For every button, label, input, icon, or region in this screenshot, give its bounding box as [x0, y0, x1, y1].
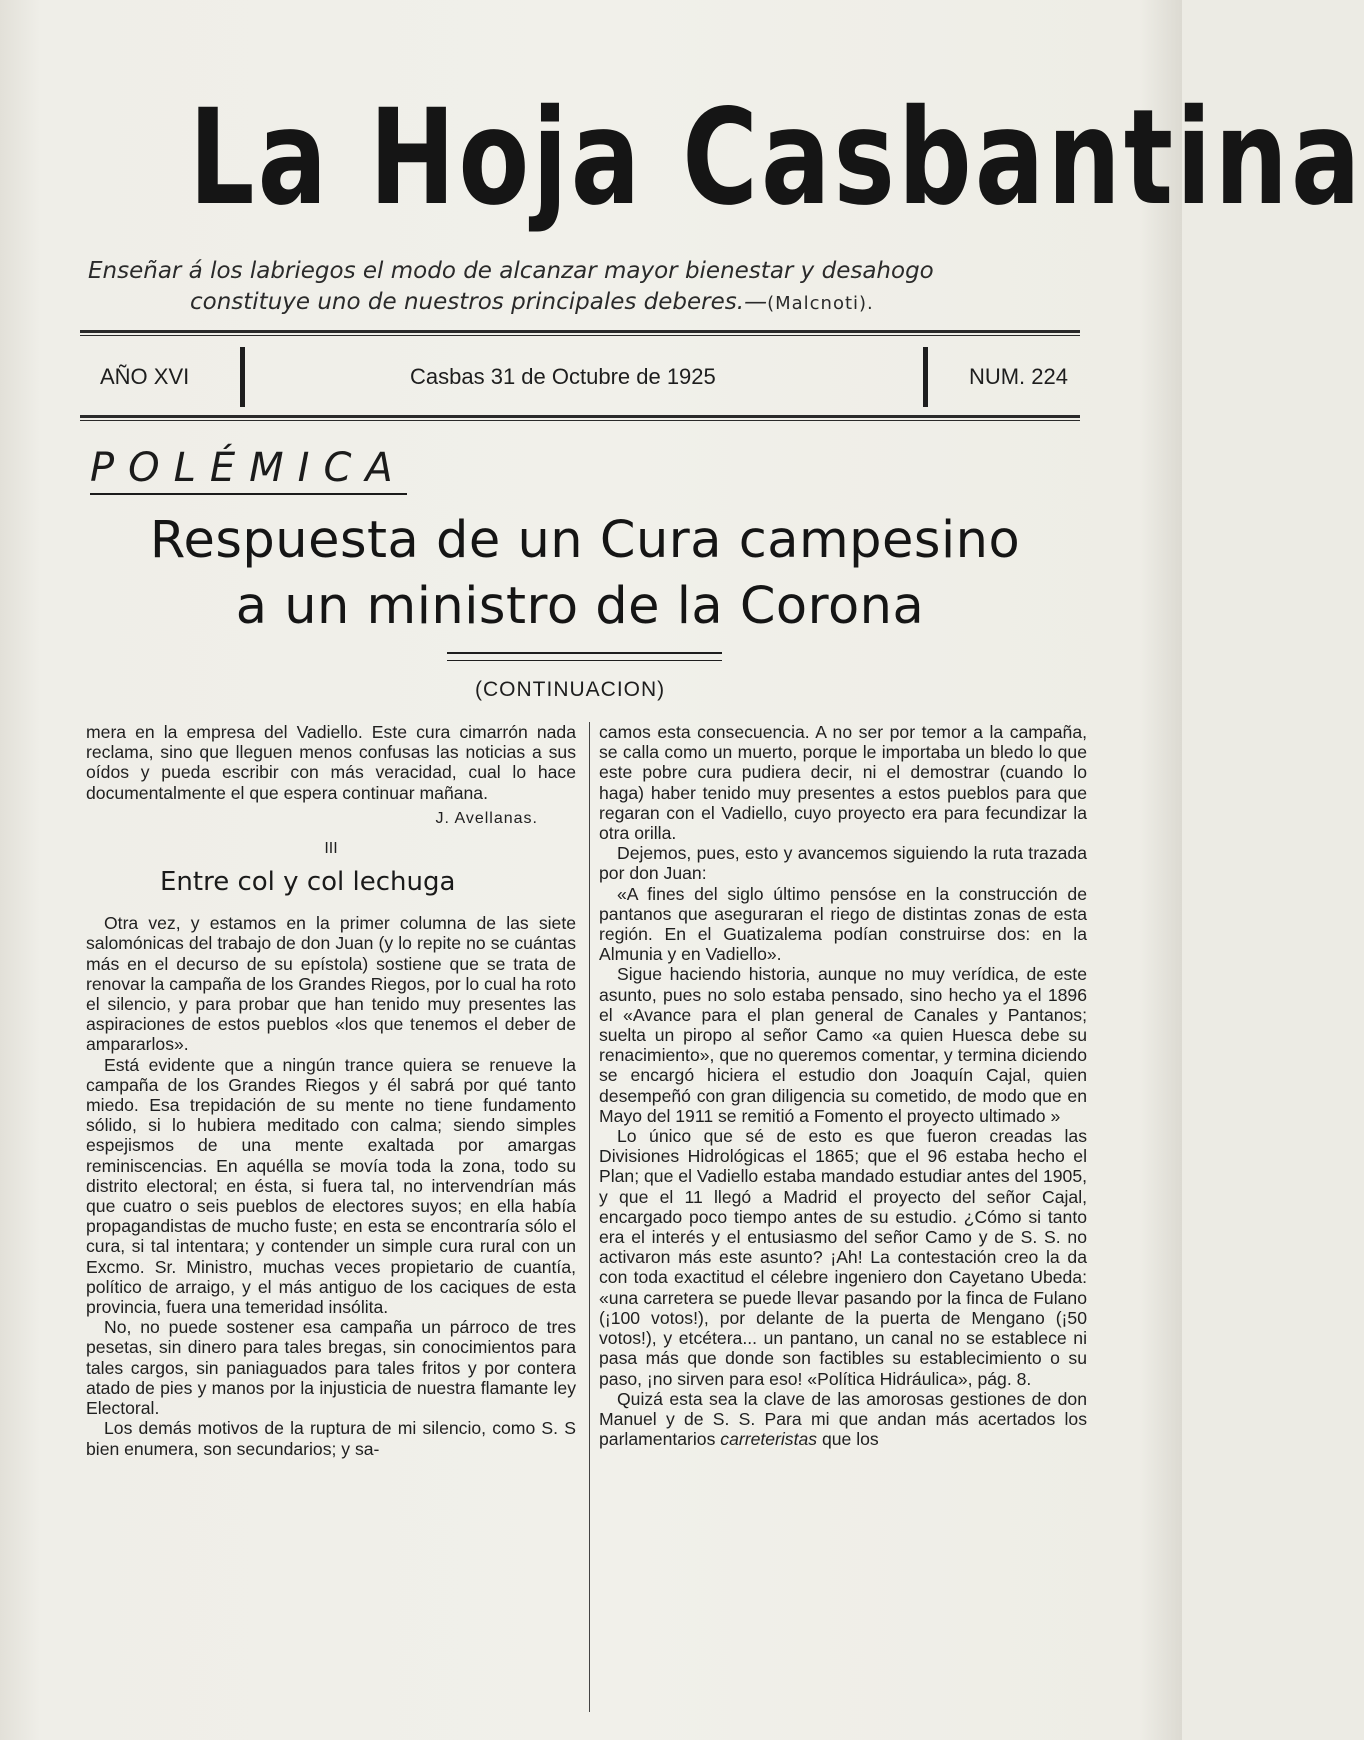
emphasis-text: carreteristas	[720, 1429, 818, 1450]
motto-line-2	[80, 287, 1080, 319]
top-rule-thin	[80, 335, 1080, 336]
paragraph: Está evidente que a ningún trance quiera se renueve la campaña de los Grandes Riegos y él sabrá por qué tanto miedo. Esa trepidación de su mente no tiene fundamento sólido, si lo hubiera meditado con calma; siendo simples espejismos de una mente exaltada por amargas reminiscencias. En aquélla se movía toda la zona, todo su distrito electoral; en ésta, si fuera tal, no intervendrían más que cuatro o seis pueblos de electores suyos; en ella había propagandistas de mucho fuste; en esta se encontraría sólo el cura, si tal intentara; y contender un simple cura rural con un Excmo. Sr. Ministro, muchas veces propietario de cuantía, político de arraigo, y el más antiguo de los caciques de esta provincia, fuera una temeridad insólita.	[86, 1054, 576, 1318]
left-column	[86, 722, 576, 1459]
headline-line-2: a un ministro de la Corona	[235, 577, 925, 636]
paragraph: mera en la empresa del Vadiello. Este cura cimarrón nada reclama, sino que lleguen menos confusas las noticias a sus oídos y pueda escribir con más veracidad, cual lo hace documentalmente el que espera continuar mañana.	[86, 722, 576, 803]
motto-author: (Malcnoti).	[767, 293, 874, 314]
paragraph: Lo único que sé de esto es que fueron creadas las Divisiones Hidrológicas el 1865; que el 96 estaba hecho el Plan; que el Vadiello estaba mandado estudiar antes del 1905, y que el 11 llegó a Madrid el proyecto del señor Cajal, encargado poco tiempo antes de su estudio. ¿Cómo si tanto era el interés y el entusiasmo del señor Camo y de S. S. no activaron más este asunto? ¡Ah! La contestación creo la da con toda exactitud el célebre ingeniero don Cayetano Ubeda: «una carretera se puede llevar pasando por la finca de Fulano (¡100 votos!), por delante de la puerta de Mengano (¡50 votos!), y etcétera... un pantano, un canal no se establece ni pasa más que donde son factibles su establecimiento o su paso, ¡no sirven para eso! «Política Hidráulica», pág. 8.	[599, 1126, 1087, 1389]
issue-year: AÑO XVI	[100, 364, 190, 389]
info-divider	[923, 347, 928, 407]
paragraph: Sigue haciendo historia, aunque no muy verídica, de este asunto, pues no solo estaba pensado, sino hecho ya el 1896 el «Avance para el plan general de Canales y Pantanos; suelta un piropo al señor Camo «a quien Huesca debe su renacimiento», que no queremos comentar, y termina diciendo se encargó hiciera el estudio don Joaquín Cajal, quien desempeñó con gran diligencia su cometido, de modo que en Mayo del 1911 se remitió a Fomento el proyecto ultimado »	[599, 964, 1087, 1126]
issue-info-bar	[80, 345, 1080, 409]
paragraph-text: Quizá esta sea la clave de las amorosas gestiones de don Manuel y de S. S. Para mi que andan más acertados los parlamentarios	[599, 1388, 1087, 1450]
top-rule	[80, 330, 1080, 333]
info-divider	[240, 347, 245, 407]
article-headline	[80, 508, 1080, 640]
paragraph: No, no puede sostener esa campaña un párroco de tres pesetas, sin dinero para tales bregas, sin conocimientos para tales cargos, sin paniaguados para tales fritos y por contera atado de pies y manos por la injusticia de nuestra flamante ley Electoral.	[86, 1317, 576, 1419]
paragraph: «A fines del siglo último pensóse en la construcción de pantanos que aseguraran el riego de distintas zonas de esta región. En el Guatizalema podían construirse dos: en la Almunia y en Vadiello».	[599, 883, 1087, 965]
headline-ornament	[447, 652, 722, 654]
column-divider	[589, 722, 590, 1712]
continuation-label: (CONTINUACION)	[475, 678, 666, 701]
paragraph: Otra vez, y estamos en la primer columna de las siete salomónicas del trabajo de don Juan (y lo repite no se cuántas más en el decurso de su epístola) sostiene que se trata de renovar la campaña de los Grandes Riegos, por lo cual ha roto el silencio, y para probar que han tenido muy presentes las aspiraciones de estos pueblos «los que tenemos el deber de ampararlos».	[86, 913, 576, 1055]
issue-number: NUM. 224	[968, 364, 1068, 389]
bottom-rule	[80, 415, 1080, 418]
motto-line-1: Enseñar á los labriegos el modo de alcanzar mayor bienestar y desahogo	[88, 258, 934, 284]
headline-ornament-thin	[447, 660, 722, 661]
paragraph-text: que los	[821, 1429, 879, 1450]
masthead-title: La Hoja Casbantina	[188, 81, 1364, 235]
paragraph: Los demás motivos de la ruptura de mi silencio, como S. S bien enumera, son secundarios; y sa-	[86, 1418, 576, 1459]
paragraph	[599, 1389, 1087, 1450]
masthead-motto	[80, 256, 1080, 319]
section-title: POLÉMICA	[90, 445, 407, 495]
issue-date: Casbas 31 de Octubre de 1925	[410, 364, 716, 389]
bottom-rule-thin	[80, 420, 1080, 421]
right-column	[599, 722, 1087, 1449]
paragraph: camos esta consecuencia. A no ser por temor a la campaña, se calla como un muerto, porque le importaba un bledo lo que este pobre cura pudiera decir, ni el demostrar (cuando lo haga) haber tenido muy presentes a estos pueblos para que regaran con el Vadiello, cuyo proyecto era para fecundizar la otra orilla.	[599, 722, 1087, 844]
headline-line-1: Respuesta de un Cura campesino	[149, 511, 1021, 570]
author-signature: J. Avellanas.	[435, 809, 538, 827]
chapter-number: III	[324, 840, 338, 858]
motto-text: constituye uno de nuestros principales deberes.—	[190, 289, 768, 315]
subheading: Entre col y col lechuga	[160, 867, 456, 898]
paragraph: Dejemos, pues, esto y avancemos siguiendo la ruta trazada por don Juan:	[599, 843, 1087, 884]
